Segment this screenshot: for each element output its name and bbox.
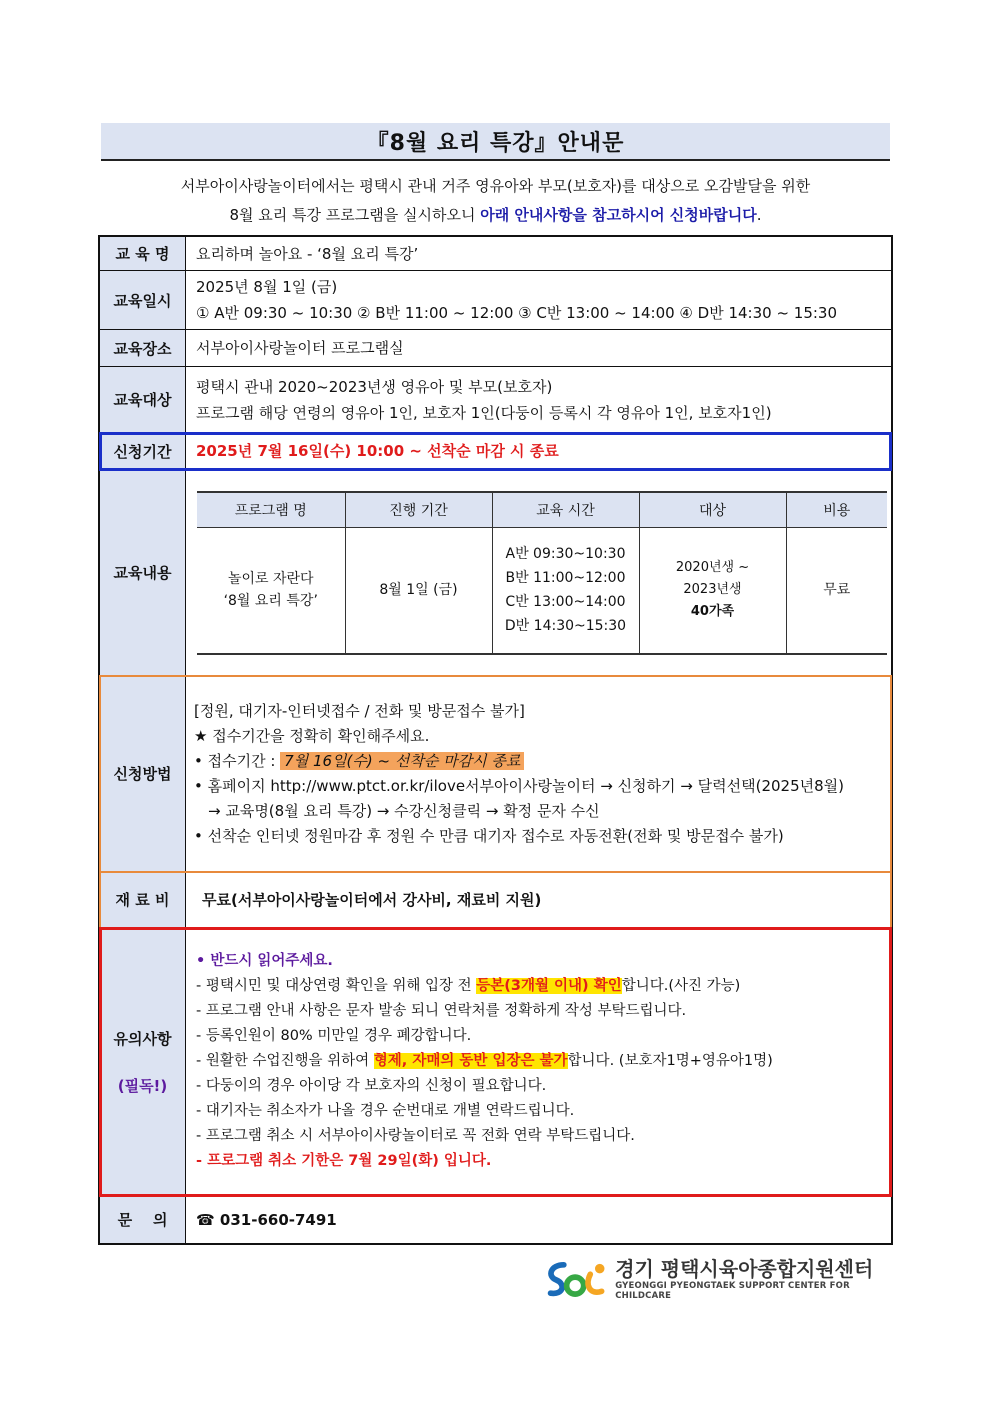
notice-sublabel: (필독!)	[117, 1076, 168, 1095]
time-a: A반 09:30~10:30	[505, 546, 626, 563]
intro-text	[101, 172, 890, 230]
target-years-1: 2020년생 ~	[675, 560, 750, 576]
notice-line-4-a: - 원활한 수업진행을 위하여	[196, 1053, 374, 1069]
cell-target	[639, 527, 786, 654]
row-method	[100, 676, 891, 872]
notice-label: 유의사항	[113, 1029, 172, 1048]
row-name	[100, 237, 891, 271]
method-line-4: • 홈페이지 http://www.ptct.or.kr/ilove서부아이사랑놀이터 → 신청하기 → 달력선택(2025년8월)	[194, 776, 844, 795]
target-families: 40가족	[690, 604, 735, 620]
row-contact	[100, 1196, 891, 1243]
label-name: 교 육 명	[100, 237, 186, 270]
intro-line-2-plain: 8월 요리 특강 프로그램을 실시하오니	[229, 206, 481, 224]
page-title: 『8월 요리 특강』안내문	[101, 123, 890, 161]
label-content: 교육내용	[100, 470, 186, 675]
notice-line-3: - 등록인원이 80% 미만일 경우 폐강합니다.	[196, 1028, 472, 1044]
time-b: B반 11:00~12:00	[505, 570, 626, 587]
method-line-6: • 선착순 인터넷 정원마감 후 정원 수 만큼 대기자 접수로 자동전환(전화 및 방문접수 불가)	[194, 826, 784, 845]
label-period: 신청기간	[100, 433, 186, 469]
method-period-highlight: 7월 16일(수) ~ 선착순 마감시 종료	[280, 752, 524, 770]
value-datetime	[186, 271, 891, 329]
row-place	[100, 330, 891, 367]
program-name-line-1: 놀이로 자란다	[227, 571, 314, 588]
label-place: 교육장소	[100, 330, 186, 366]
info-table	[98, 235, 893, 1245]
center-name-korean: 경기 평택시육아종합지원센터	[615, 1257, 874, 1281]
datetime-sessions: ① A반 09:30 ~ 10:30 ② B반 11:00 ~ 12:00 ③ C반 13:00 ~ 14:00 ④ D반 14:30 ~ 15:30	[196, 304, 838, 322]
center-logo	[543, 1256, 893, 1302]
notice-line-4	[196, 1049, 881, 1074]
notice-line-1-a: - 평택시민 및 대상연령 확인을 위해 입장 전	[196, 978, 477, 994]
header-cost: 비용	[786, 492, 887, 527]
center-logo-text	[615, 1257, 893, 1301]
time-c: C반 13:00~14:00	[505, 594, 626, 611]
program-table-row	[197, 527, 887, 654]
header-program: 프로그램 명	[197, 492, 345, 527]
notice-line-8: - 프로그램 취소 기한은 7월 29일(화) 입니다.	[196, 1153, 492, 1169]
target-years-2: 2023년생	[683, 582, 742, 598]
program-name-line-2: ‘8월 요리 특강’	[223, 593, 318, 610]
method-period-label: • 접수기간 :	[194, 751, 281, 770]
value-material: 무료(서부아이사랑놀이터에서 강사비, 재료비 지원)	[202, 890, 542, 909]
program-table-header	[197, 492, 887, 527]
label-datetime: 교육일시	[100, 271, 186, 329]
header-target: 대상	[639, 492, 786, 527]
label-contact: 문 의	[100, 1196, 186, 1243]
notice-line-4-highlight: 형제, 자매의 동반 입장은 불가	[373, 1053, 568, 1069]
notice-line-5: - 다둥이의 경우 아이당 각 보호자의 신청이 필요합니다.	[196, 1078, 547, 1094]
cell-duration: 8월 1일 (금)	[345, 527, 492, 654]
label-method: 신청방법	[100, 676, 186, 871]
notice-line-2: - 프로그램 안내 사항은 문자 발송 되니 연락처를 정확하게 작성 부탁드립니다.	[196, 1003, 687, 1019]
time-d: D반 14:30~15:30	[504, 618, 627, 635]
value-notice	[186, 928, 891, 1195]
label-notice	[100, 928, 186, 1195]
datetime-date: 2025년 8월 1일 (금)	[196, 278, 338, 296]
intro-line-2	[101, 201, 890, 230]
method-line-2: ★ 접수기간을 정확히 확인해주세요.	[194, 726, 430, 745]
header-duration: 진행 기간	[345, 492, 492, 527]
program-table	[197, 491, 887, 655]
label-material: 재 료 비	[100, 872, 186, 927]
value-period: 2025년 7월 16일(수) 10:00 ~ 선착순 마감 시 종료	[196, 442, 559, 460]
value-name: 요리하며 놀아요 - ‘8월 요리 특강’	[196, 244, 419, 263]
value-contact: ☎ 031-660-7491	[196, 1210, 337, 1229]
center-logo-icon	[543, 1256, 609, 1302]
center-name-english: GYEONGGI PYEONGTAEK SUPPORT CENTER FOR CHILDCARE	[615, 1281, 850, 1301]
row-datetime	[100, 271, 891, 330]
row-material	[100, 872, 891, 928]
notice-line-4-b: 합니다. (보호자1명+영유아1명)	[567, 1053, 773, 1069]
method-line-5: → 교육명(8월 요리 특강) → 수강신청클릭 → 확정 문자 수신	[208, 801, 600, 820]
cell-cost: 무료	[823, 582, 851, 599]
notice-line-1-b: 합니다.(사진 가능)	[621, 978, 741, 994]
value-place: 서부아이사랑놀이터 프로그램실	[196, 339, 404, 357]
value-target	[186, 367, 891, 432]
intro-line-2-emphasis: 아래 안내사항을 참고하시어 신청바랍니다	[480, 206, 757, 224]
method-line-1: [정원, 대기자-인터넷접수 / 전화 및 방문접수 불가]	[194, 701, 525, 720]
intro-line-2-end: .	[756, 206, 762, 224]
notice-line-1	[196, 974, 881, 999]
cell-program	[197, 527, 345, 654]
notice-line-1-highlight: 등본(3개월 이내) 확인	[476, 978, 622, 994]
header-time: 교육 시간	[492, 492, 639, 527]
row-target	[100, 367, 891, 433]
target-line-2: 프로그램 해당 연령의 영유아 1인, 보호자 1인(다둥이 등록시 각 영유아 1인, 보호자1인)	[196, 403, 772, 422]
intro-line-1: 서부아이사랑놀이터에서는 평택시 관내 거주 영유아와 부모(보호자)를 대상으로 오감발달을 위한	[180, 177, 811, 195]
method-line-3	[194, 749, 881, 774]
value-method	[186, 676, 891, 871]
row-period	[100, 433, 891, 470]
notice-line-6: - 대기자는 취소자가 나올 경우 순번대로 개별 연락드립니다.	[196, 1103, 575, 1119]
notice-head: • 반드시 읽어주세요.	[196, 953, 333, 969]
row-notice	[100, 928, 891, 1196]
label-target: 교육대상	[100, 367, 186, 432]
cell-times	[492, 527, 639, 654]
target-line-1: 평택시 관내 2020~2023년생 영유아 및 부모(보호자)	[196, 377, 553, 396]
notice-line-7: - 프로그램 취소 시 서부아이사랑놀이터로 꼭 전화 연락 부탁드립니다.	[196, 1128, 635, 1144]
